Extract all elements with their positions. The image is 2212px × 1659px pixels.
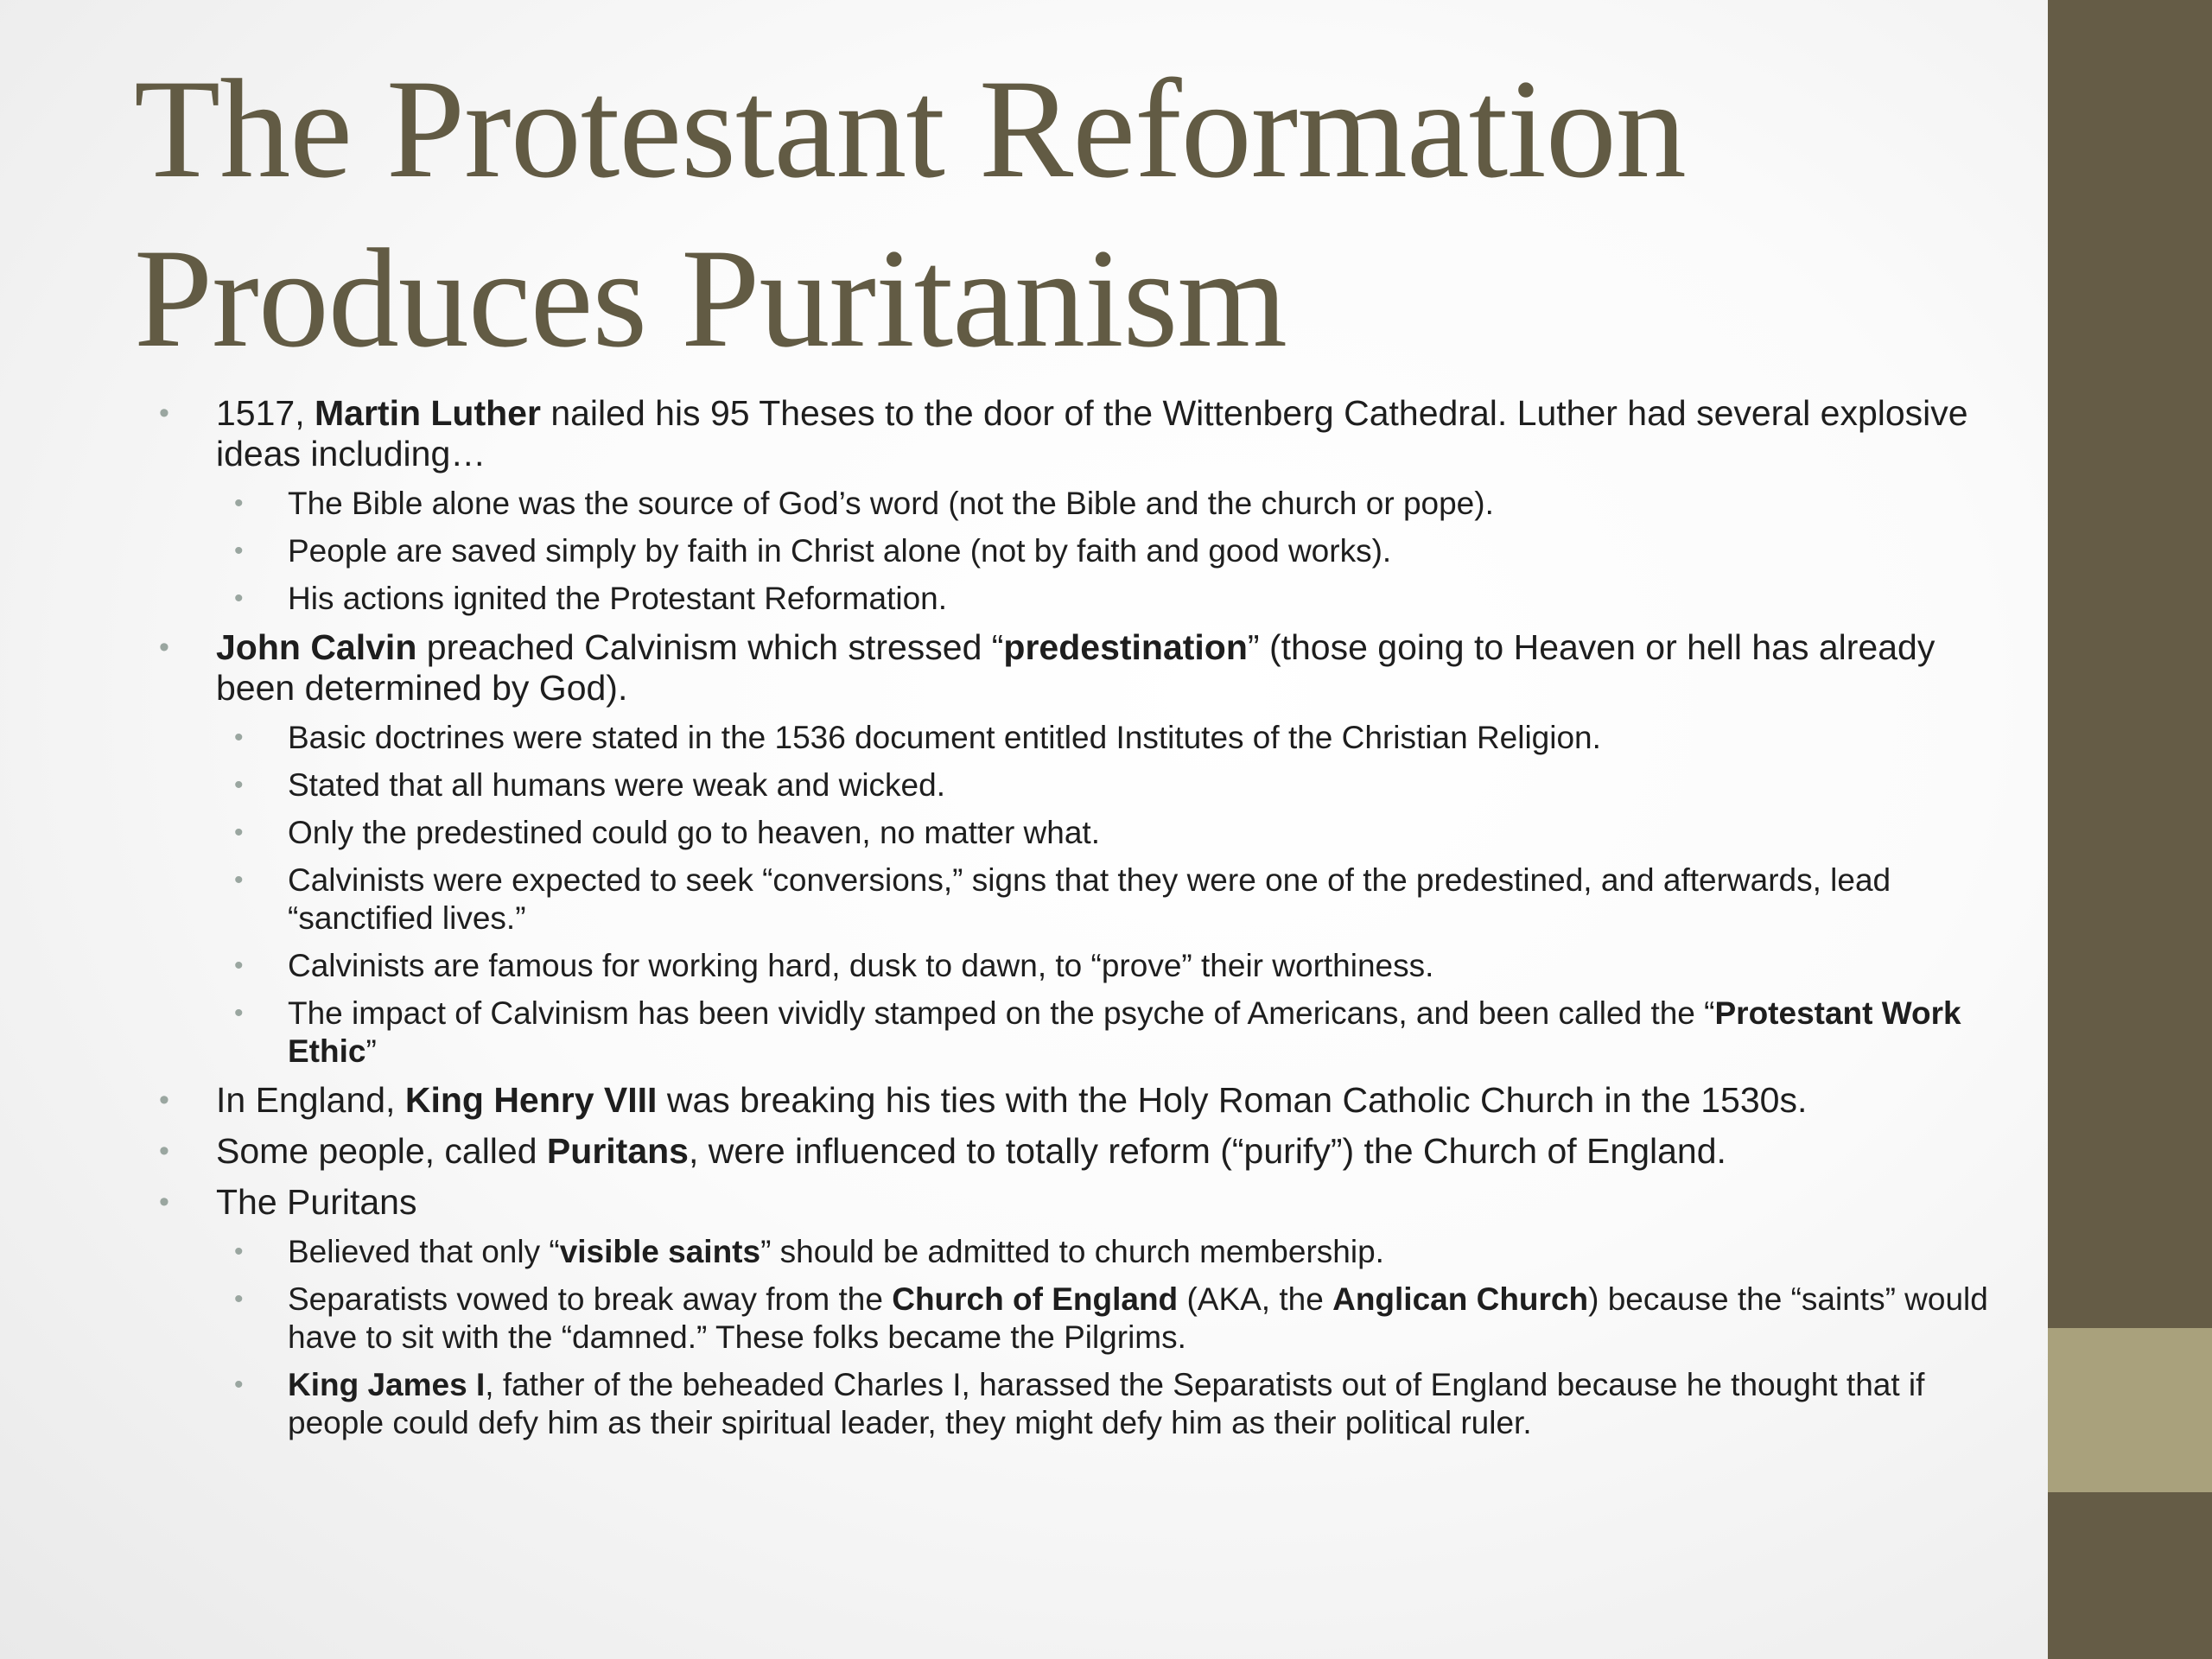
sub-bullet-item	[0, 814, 2013, 852]
bullet-text	[288, 532, 2013, 570]
text-run: The Puritans	[216, 1182, 417, 1222]
text-run: ” should be admitted to church membership.	[760, 1234, 1384, 1269]
bullet-icon: •	[159, 1185, 169, 1218]
bullet-text	[288, 719, 2013, 757]
title-line-1: The Protestant Reformation	[134, 51, 1686, 207]
sub-bullet-item	[0, 1233, 2013, 1271]
bullet-text	[288, 485, 2013, 523]
bold-term: Anglican Church	[1332, 1281, 1589, 1317]
bullet-icon: •	[159, 397, 169, 429]
bullet-text	[288, 766, 2013, 804]
sub-bullet-item	[0, 947, 2013, 985]
bullet-text	[216, 1182, 2013, 1223]
bullet-icon: •	[234, 999, 244, 1027]
sub-bullet-item	[0, 485, 2013, 523]
text-run: , father of the beheaded Charles I, harassed the Separatists out of England because he thought that if people could defy him as their spiritual leader, they might defy him as their political ruler.	[288, 1367, 1925, 1440]
sub-bullet-item	[0, 1281, 2013, 1357]
bullet-item	[0, 627, 2013, 709]
bullet-text	[288, 814, 2013, 852]
sub-bullet-item	[0, 766, 2013, 804]
text-run: The Bible alone was the source of God’s word (not the Bible and the church or pope).	[288, 486, 1494, 521]
bullet-icon: •	[159, 1135, 169, 1167]
bullet-icon: •	[159, 631, 169, 664]
bullet-item	[0, 1182, 2013, 1223]
bullet-icon: •	[234, 818, 244, 847]
bullet-text	[288, 1366, 2013, 1442]
bullet-text	[288, 1233, 2013, 1271]
bold-term: Puritans	[546, 1131, 689, 1171]
side-bar-accent-block	[2048, 1328, 2212, 1492]
bold-term: predestination	[1003, 627, 1248, 667]
text-run: (AKA, the	[1178, 1281, 1333, 1317]
text-run: Calvinists were expected to seek “conversions,” signs that they were one of the predestined, and afterwards, lead “sanctified lives.”	[288, 862, 1891, 936]
text-run: The impact of Calvinism has been vividly stamped on the psyche of Americans, and been called the “	[288, 995, 1715, 1031]
bullet-text	[216, 1080, 2013, 1121]
bold-term: King Henry VIII	[404, 1080, 658, 1120]
bullet-item	[0, 393, 2013, 474]
bullet-icon: •	[234, 723, 244, 752]
text-run: , were influenced to totally reform (“purify”) the Church of England.	[688, 1131, 1726, 1171]
text-run: Calvinists are famous for working hard, dusk to dawn, to “prove” their worthiness.	[288, 948, 1434, 983]
bullet-text	[288, 1281, 2013, 1357]
text-run: His actions ignited the Protestant Reformation.	[288, 581, 947, 616]
text-run: was breaking his ties with the Holy Roman Catholic Church in the 1530s.	[657, 1080, 1808, 1120]
text-run: In England,	[216, 1080, 405, 1120]
bullet-icon: •	[234, 584, 244, 613]
bullet-text	[288, 995, 2013, 1071]
bold-term: Church of England	[892, 1281, 1179, 1317]
text-run: Some people, called	[216, 1131, 547, 1171]
text-run: nailed his 95 Theses to the door of the Wittenberg Cathedral. Luther had several explosive ideas including…	[216, 393, 1968, 474]
bold-term: Protestant Work Ethic	[288, 995, 1961, 1069]
title-line-2: Produces Puritanism	[134, 220, 1287, 377]
bullet-list	[0, 393, 2013, 1452]
text-run: Stated that all humans were weak and wicked.	[288, 767, 945, 803]
bullet-icon: •	[234, 1285, 244, 1313]
bullet-text	[288, 947, 2013, 985]
bold-term: King James I	[288, 1367, 486, 1402]
text-run: preached Calvinism which stressed “	[416, 627, 1004, 667]
bullet-icon: •	[234, 771, 244, 799]
sub-bullet-item	[0, 1366, 2013, 1442]
bullet-text	[288, 580, 2013, 618]
sub-bullet-item	[0, 580, 2013, 618]
text-run: ” (those going to Heaven or hell has already been determined by God).	[216, 627, 1936, 708]
bullet-icon: •	[234, 537, 244, 565]
bullet-text	[216, 1131, 2013, 1172]
bold-term: John Calvin	[216, 627, 417, 667]
bullet-item	[0, 1131, 2013, 1172]
bullet-text	[216, 393, 2013, 474]
bullet-icon: •	[159, 1084, 169, 1116]
sub-bullet-item	[0, 995, 2013, 1071]
text-run: ”	[365, 1033, 377, 1069]
bullet-icon: •	[234, 951, 244, 980]
slide-title	[134, 45, 1992, 384]
bullet-icon: •	[234, 866, 244, 894]
bold-term: visible saints	[559, 1234, 761, 1269]
bullet-icon: •	[234, 489, 244, 518]
text-run: People are saved simply by faith in Christ alone (not by faith and good works).	[288, 533, 1392, 569]
bullet-text	[288, 861, 2013, 938]
text-run: Basic doctrines were stated in the 1536 document entitled Institutes of the Christian Religion.	[288, 720, 1601, 755]
sub-bullet-item	[0, 719, 2013, 757]
text-run: Only the predestined could go to heaven, no matter what.	[288, 815, 1100, 850]
text-run: 1517,	[216, 393, 315, 433]
text-run: ) because the “saints” would have to sit with the “damned.” These folks became the Pilgrims.	[288, 1281, 1988, 1355]
text-run: Believed that only “	[288, 1234, 560, 1269]
bold-term: Martin Luther	[315, 393, 541, 433]
sub-bullet-item	[0, 532, 2013, 570]
sub-bullet-item	[0, 861, 2013, 938]
bullet-icon: •	[234, 1370, 244, 1399]
bullet-text	[216, 627, 2013, 709]
text-run: Separatists vowed to break away from the	[288, 1281, 893, 1317]
bullet-item	[0, 1080, 2013, 1121]
bullet-icon: •	[234, 1237, 244, 1266]
